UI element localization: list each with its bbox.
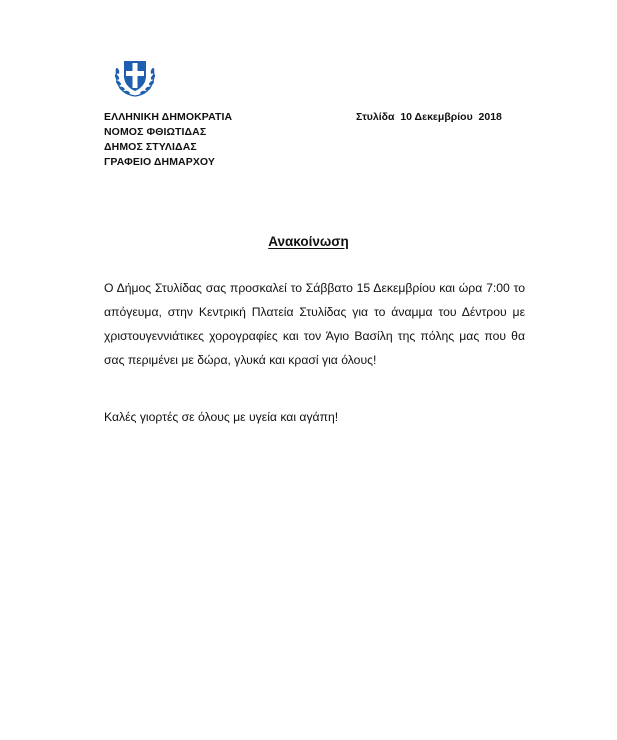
announcement-body [104,276,525,372]
document-title [0,233,617,251]
municipality-line: ΔΗΜΟΣ ΣΤΥΛΙΔΑΣ [104,141,197,153]
closing-line: Καλές γιορτές σε όλους με υγεία και αγάπη! [104,410,339,424]
announcement-paragraph: Ο Δήμος Στυλίδας σας προσκαλεί το Σάββατο 15 Δεκεμβρίου και ώρα 7:00 το απόγευμα, στην Κεντρική Πλατεία Στυλίδας για το άναμμα του Δέντρου με χριστουγεννιάτικες χορογραφίες και τον Άγιο Βασίλη της πόλης μας που θα σας περιμένει με δώρα, γλυκά και κρασί για όλους! [104,281,525,367]
office-line: ΓΡΑΦΕΙΟ ΔΗΜΑΡΧΟΥ [104,156,216,168]
greek-coat-of-arms-icon [111,52,159,100]
place-date: Στυλίδα 10 Δεκεμβρίου 2018 [356,111,502,123]
document-title-text: Ανακοίνωση [268,234,349,249]
issuer-block [104,110,232,170]
country-line: ΕΛΛΗΝΙΚΗ ΔΗΜΟΚΡΑΤΙΑ [104,111,233,123]
prefecture-line: ΝΟΜΟΣ ΦΘΙΩΤΙΔΑΣ [104,126,207,138]
